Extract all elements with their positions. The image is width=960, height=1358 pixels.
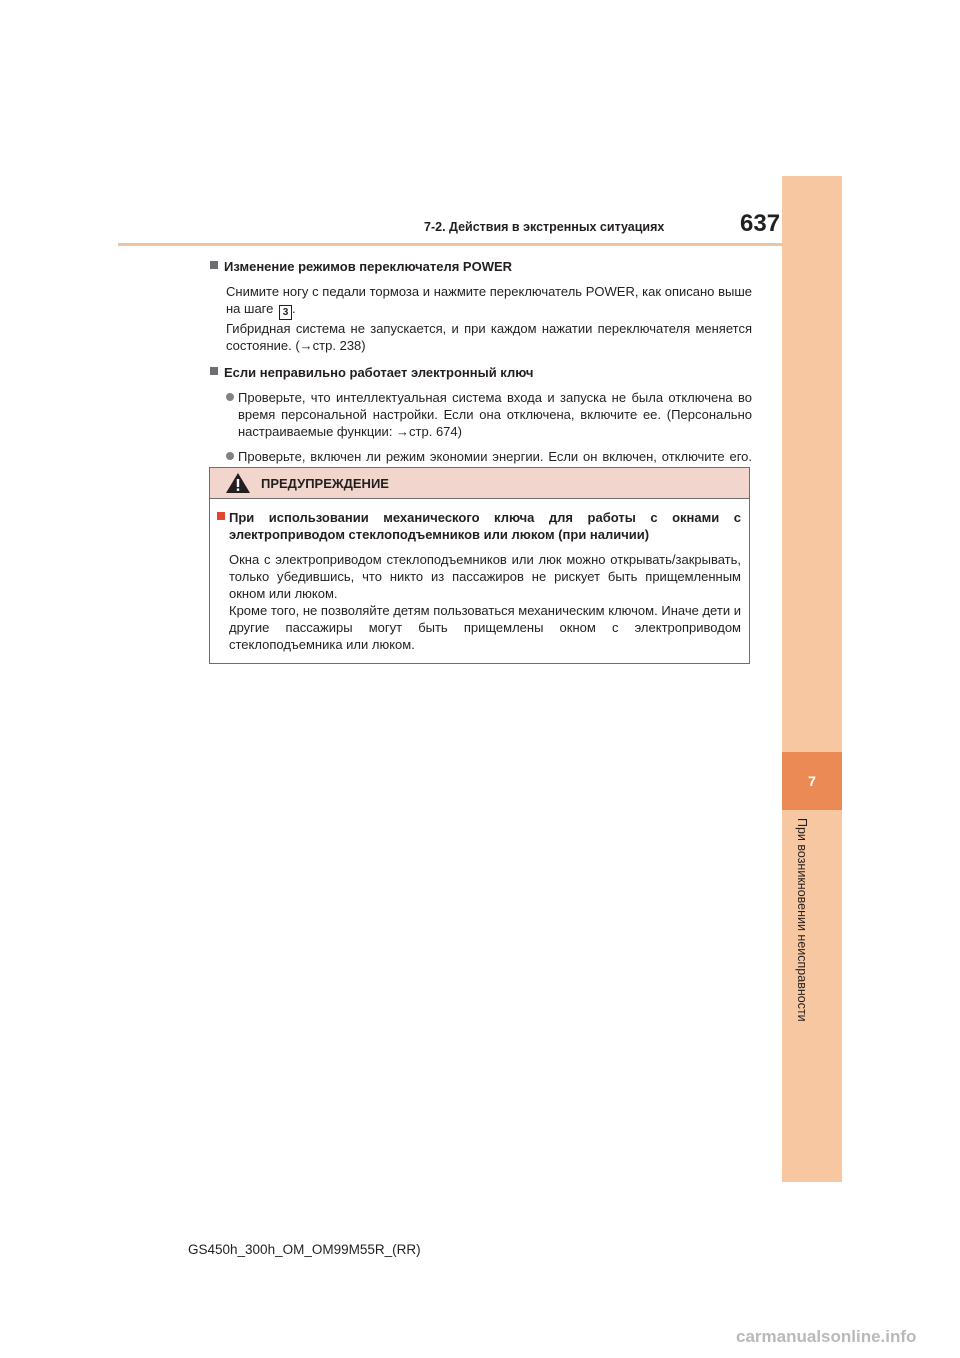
warning-title: ПРЕДУПРЕЖДЕНИЕ bbox=[261, 475, 389, 491]
square-bullet-icon bbox=[210, 367, 218, 375]
main-content bbox=[210, 256, 752, 482]
section-heading-electronic-key bbox=[210, 364, 752, 381]
watermark: carmanualsonline.info bbox=[736, 1327, 917, 1346]
side-chapter-band bbox=[782, 176, 842, 1182]
page-number: 637 bbox=[740, 210, 781, 237]
circle-bullet-icon bbox=[226, 452, 234, 460]
paragraph bbox=[210, 283, 752, 354]
section-heading-text: Изменение режимов переключателя POWER bbox=[224, 259, 513, 274]
header-divider bbox=[118, 243, 782, 246]
footer-document-code: GS450h_300h_OM_OM99M55R_(RR) bbox=[188, 1242, 421, 1257]
red-square-bullet-icon bbox=[217, 512, 225, 520]
section-heading-power-modes bbox=[210, 258, 752, 275]
warning-heading-text: При использовании механического ключа для работы с окнами с электроприводом стеклоподъемников или люком (при наличии) bbox=[229, 510, 741, 542]
section-heading-text: Если неправильно работает электронный ключ bbox=[224, 365, 534, 380]
circle-bullet-icon bbox=[226, 393, 234, 401]
warning-text: Кроме того, не позволяйте детям пользоваться механическим ключом. Иначе дети и другие пассажиры могут быть прищемлены окном с электроприводом стеклоподъемника или люком. bbox=[229, 603, 741, 652]
warning-heading bbox=[217, 509, 741, 543]
chapter-number: 7 bbox=[808, 773, 816, 789]
paragraph-text-end: . bbox=[292, 301, 296, 316]
warning-paragraph bbox=[217, 551, 741, 653]
running-header-section: 7-2. Действия в экстренных ситуациях bbox=[424, 220, 665, 234]
warning-header bbox=[210, 468, 749, 499]
list-item-text: Проверьте, что интеллектуальная система входа и запуска не была отключена во время персональной настройки. Если она отключена, включите ее. (Персонально настраиваемые функции: →стр. 674) bbox=[238, 390, 752, 439]
list-item-text: Проверьте, включен ли режим экономии энергии. Если он включен, отключите его. bbox=[238, 449, 752, 464]
list-item bbox=[210, 389, 752, 440]
paragraph-text: Снимите ногу с педали тормоза и нажмите переключатель POWER, как описано выше на шаге bbox=[226, 284, 752, 316]
warning-triangle-icon bbox=[225, 472, 251, 494]
chapter-number-tab bbox=[782, 752, 842, 810]
warning-text: Окна с электроприводом стеклоподъемников или люк можно открывать/закрывать, только убедившись, что никто из пассажиров не рискует быть прищемленным окном или люком. bbox=[229, 552, 741, 601]
paragraph-text: Гибридная система не запускается, и при каждом нажатии переключателя меняется состояние. (→стр. 238) bbox=[226, 321, 752, 353]
step-number-badge: 3 bbox=[279, 305, 292, 320]
square-bullet-icon bbox=[210, 261, 218, 269]
warning-body bbox=[210, 499, 749, 653]
chapter-side-label: При возникновении неисправности bbox=[795, 818, 809, 1022]
warning-box bbox=[209, 467, 750, 664]
